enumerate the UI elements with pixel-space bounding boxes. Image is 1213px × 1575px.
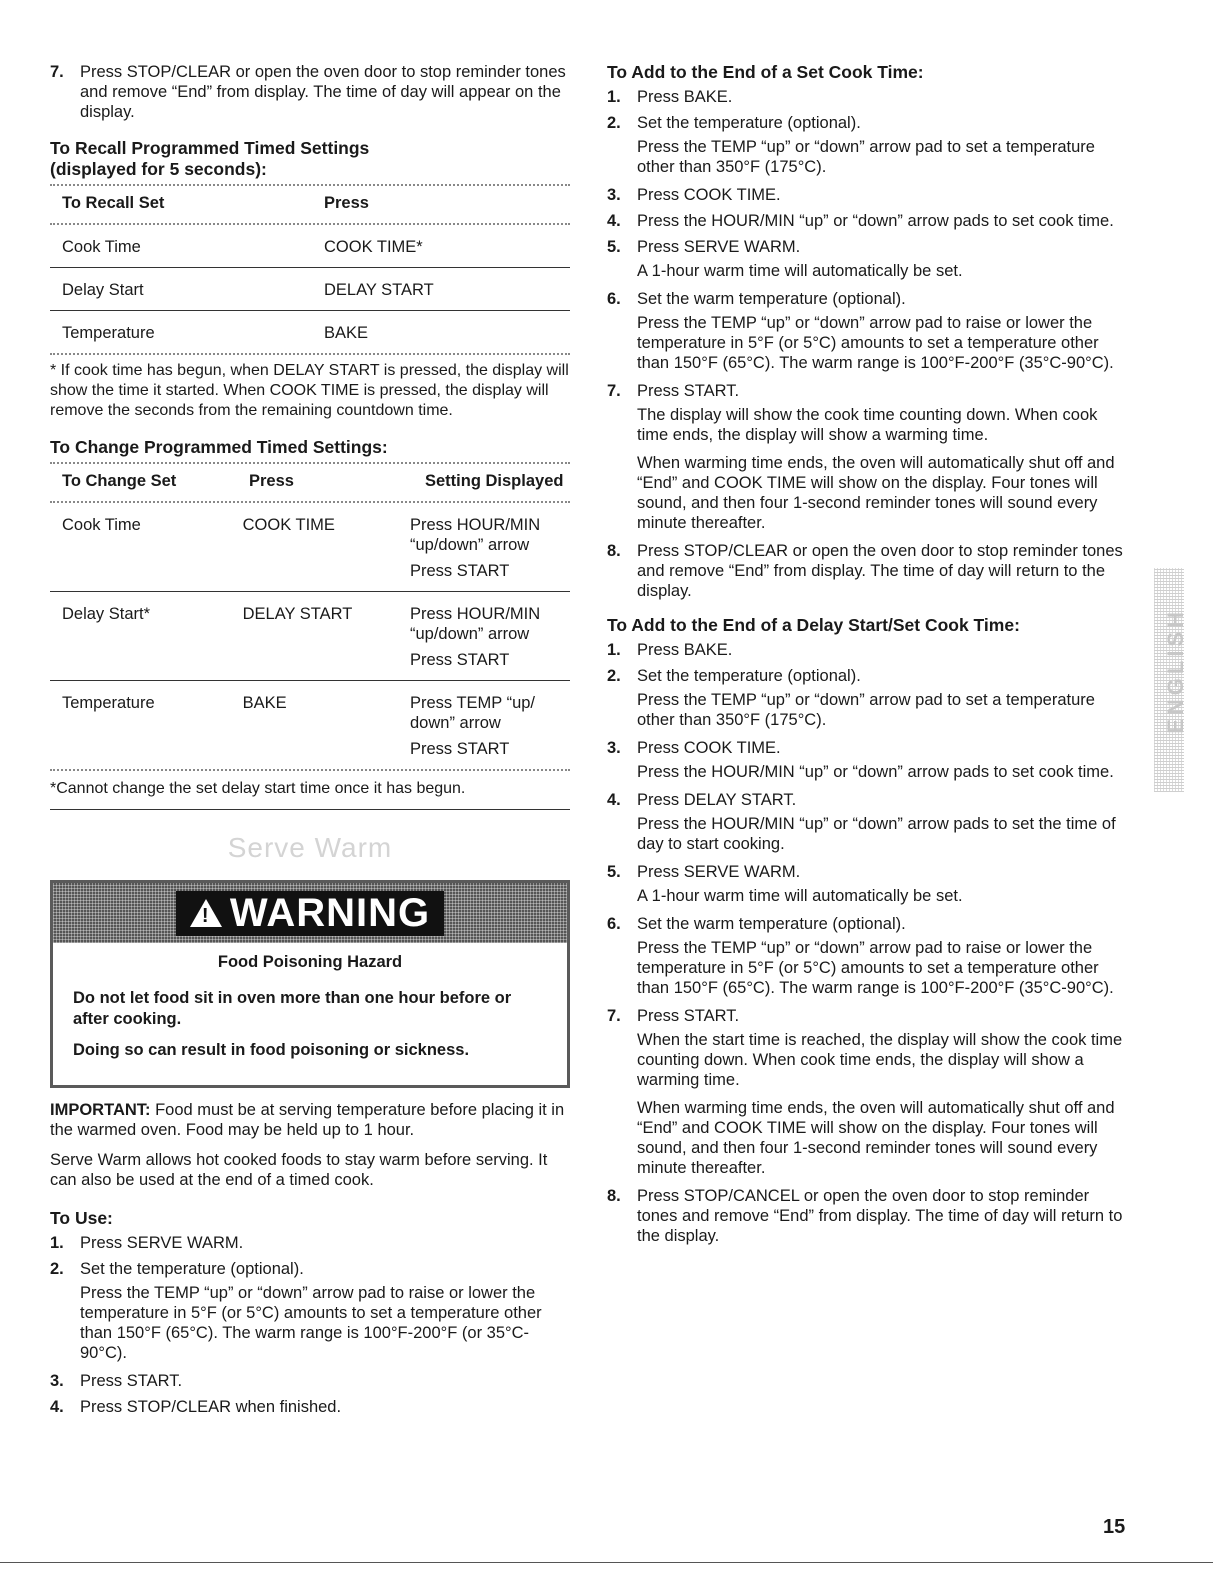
warning-body (53, 943, 567, 1085)
table-header-row (50, 186, 570, 223)
side-tab-label: ENGLISH (1163, 608, 1188, 734)
step-number: 1. (50, 1234, 64, 1252)
setting-line: Press START (410, 562, 510, 580)
step-detail: Press the TEMP “up” or “down” arrow pad to raise or lower the temperature in 5°F (or 5°C) amounts to set a temperature other than 150°F (65°C). The warm range is 100°F-200°F (35°C-90°C). (637, 314, 1114, 372)
step-text: Press the HOUR/MIN “up” or “down” arrow pads to set cook time. (637, 212, 1114, 230)
add-end-heading: To Add to the End of a Set Cook Time: (607, 62, 924, 82)
table-cell: Delay Start (50, 268, 312, 311)
bottom-rule (0, 1562, 1213, 1563)
step-detail: The display will show the cook time counting down. When cook time ends, the display will show a warming time. (637, 406, 1098, 444)
warning-text: Do not let food sit in oven more than one hour before or after cooking. (73, 989, 512, 1028)
step-number: 3. (607, 186, 621, 204)
step-text: Press START. (637, 1007, 740, 1025)
step-text: Press SERVE WARM. (80, 1234, 244, 1252)
step-text: Press STOP/CANCEL or open the oven door to stop reminder tones and remove “End” from display. The time of day will return to the display. (637, 1187, 1123, 1245)
important-text: Food must be at serving temperature before placing it in the warmed oven. Food may be held up to 1 hour. (50, 1101, 565, 1139)
step-number: 3. (50, 1372, 64, 1390)
step-number: 3. (607, 739, 621, 757)
hazard-title: Food Poisoning Hazard (217, 953, 403, 971)
step-detail: Press the HOUR/MIN “up” or “down” arrow pads to set the time of day to start cooking. (637, 815, 1116, 853)
step-number: 8. (607, 1187, 621, 1205)
step-5 (607, 237, 1129, 257)
table-row (50, 681, 570, 770)
table-row (50, 311, 570, 354)
table-cell (398, 592, 570, 681)
step-number: 4. (50, 1398, 64, 1416)
recall-heading-line1: To Recall Programmed Timed Settings (50, 138, 370, 158)
change-footnote: *Cannot change the set delay start time once it has begun. (50, 780, 466, 797)
step-text: Set the temperature (optional). (637, 114, 861, 132)
step-detail: When the start time is reached, the display will show the cook time counting down. When cook time ends, the display will show a warming time. (637, 1031, 1123, 1089)
recall-table-body (50, 225, 570, 353)
step-number: 1. (607, 641, 621, 659)
step-4 (607, 211, 1129, 231)
step-2 (607, 113, 1129, 133)
serve-warm-description: Serve Warm allows hot cooked foods to stay warm before serving. It can also be used at the end of a timed cook. (50, 1151, 548, 1189)
warning-word: WARNING (229, 890, 431, 935)
add-end-delay-heading: To Add to the End of a Delay Start/Set Cook Time: (607, 615, 1020, 635)
step-7 (607, 381, 1129, 401)
table-cell: Temperature (50, 681, 231, 770)
step-text: Press START. (637, 382, 740, 400)
important-label: IMPORTANT: (50, 1101, 151, 1119)
setting-line: Press HOUR/MIN “up/down” arrow (410, 605, 541, 643)
divider (50, 769, 570, 771)
column-header: Press (249, 472, 294, 490)
step-text: Set the warm temperature (optional). (637, 290, 906, 308)
setting-line: Press TEMP “up/ down” arrow (410, 694, 536, 732)
step-text: Press BAKE. (637, 88, 733, 106)
table-cell: Temperature (50, 311, 312, 354)
step-text: Press SERVE WARM. (637, 238, 801, 256)
table-cell: Cook Time (62, 238, 141, 256)
table-cell: BAKE (231, 681, 398, 770)
table-cell: Cook Time (62, 516, 141, 534)
left-column (50, 62, 570, 1423)
warning-box (50, 880, 570, 1088)
step-number: 7. (607, 382, 621, 400)
step-number: 2. (50, 1260, 64, 1278)
step-3 (607, 185, 1129, 205)
right-column (607, 62, 1129, 1252)
step-1 (607, 640, 1129, 660)
warning-banner (53, 883, 567, 943)
warning-triangle-icon: ! (190, 899, 222, 927)
language-side-tab (1154, 568, 1188, 792)
step-number: 1. (607, 88, 621, 106)
step-number: 4. (607, 791, 621, 809)
step-8 (607, 541, 1129, 601)
table-cell: Delay Start* (50, 592, 231, 681)
divider (50, 353, 570, 355)
step-text: Press BAKE. (637, 641, 733, 659)
to-use-heading: To Use: (50, 1208, 113, 1228)
step-1 (607, 87, 1129, 107)
setting-line: Press START (410, 651, 510, 669)
step-text: Press COOK TIME. (637, 186, 781, 204)
table-cell: DELAY START (312, 268, 570, 311)
step-5 (607, 862, 1129, 882)
important-note (50, 1100, 570, 1140)
step-number: 8. (607, 542, 621, 560)
step-number: 5. (607, 863, 621, 881)
step-4 (607, 790, 1129, 810)
step-number: 6. (607, 915, 621, 933)
table-row (50, 225, 570, 268)
step-number: 4. (607, 212, 621, 230)
section-rule (50, 809, 570, 810)
step-text: Press STOP/CLEAR when finished. (80, 1398, 342, 1416)
step-text: Set the temperature (optional). (80, 1260, 304, 1278)
table-cell (398, 681, 570, 770)
step-detail: A 1-hour warm time will automatically be set. (637, 887, 963, 905)
step-text: Press STOP/CLEAR or open the oven door to stop reminder tones and remove “End” from display. The time of day will return to the display. (637, 542, 1123, 600)
step-text: Press SERVE WARM. (637, 863, 801, 881)
recall-heading-line2: (displayed for 5 seconds): (50, 159, 267, 179)
table-row (50, 268, 570, 311)
step-detail: Press the TEMP “up” or “down” arrow pad to raise or lower the temperature in 5°F (or 5°C) amounts to set a temperature other than 150°F (65°C). The warm range is 100°F-200°F (or 35°C-90°C). (80, 1284, 542, 1362)
step-number: 7. (50, 63, 64, 81)
step-number: 5. (607, 238, 621, 256)
warning-label (176, 891, 444, 936)
step-detail: Press the HOUR/MIN “up” or “down” arrow pads to set cook time. (637, 763, 1114, 781)
table-row (50, 503, 570, 592)
step-text: Set the temperature (optional). (637, 667, 861, 685)
recall-heading (50, 138, 570, 180)
table-cell: DELAY START (231, 592, 398, 681)
recall-table (50, 186, 570, 223)
step-2 (607, 666, 1129, 686)
step-2 (50, 1259, 570, 1279)
step-text: Press DELAY START. (637, 791, 797, 809)
step-detail: A 1-hour warm time will automatically be set. (637, 262, 963, 280)
step-8 (607, 1186, 1129, 1246)
step-detail: When warming time ends, the oven will automatically shut off and “End” and COOK TIME will show on the display. Four tones will sound, and then four 1-second reminder tones will sound every minute thereafter. (637, 1099, 1115, 1177)
step-detail: Press the TEMP “up” or “down” arrow pad to raise or lower the temperature in 5°F (or 5°C) amounts to set a temperature other than 150°F (65°C). The warm range is 100°F-200°F (35°C-90°C). (637, 939, 1114, 997)
step-4 (50, 1397, 570, 1417)
column-header: Press (324, 194, 369, 212)
step-3 (607, 738, 1129, 758)
step-7 (607, 1006, 1129, 1026)
step-number: 2. (607, 667, 621, 685)
step-number: 2. (607, 114, 621, 132)
step-detail: Press the TEMP “up” or “down” arrow pad to set a temperature other than 350°F (175°C). (637, 138, 1095, 176)
column-header: To Recall Set (62, 194, 165, 212)
step-text: Press COOK TIME. (637, 739, 781, 757)
step-6 (607, 914, 1129, 934)
table-header-row (50, 464, 570, 501)
setting-line: Press START (410, 740, 510, 758)
table-cell (398, 503, 570, 592)
change-table (50, 464, 570, 501)
step-text: Set the warm temperature (optional). (637, 915, 906, 933)
setting-line: Press HOUR/MIN “up/down” arrow (410, 516, 541, 554)
warning-text: Doing so can result in food poisoning or sickness. (73, 1041, 470, 1059)
change-heading: To Change Programmed Timed Settings: (50, 437, 388, 457)
step-number: 6. (607, 290, 621, 308)
step-detail: Press the TEMP “up” or “down” arrow pad to set a temperature other than 350°F (175°C). (637, 691, 1095, 729)
step-6 (607, 289, 1129, 309)
table-cell: COOK TIME (242, 516, 335, 534)
column-header: To Change Set (62, 472, 177, 490)
page-number: 15 (1103, 1516, 1126, 1538)
step-3 (50, 1371, 570, 1391)
step-text: Press START. (80, 1372, 183, 1390)
serve-warm-title: Serve Warm (227, 832, 393, 863)
step-detail: When warming time ends, the oven will automatically shut off and “End” and COOK TIME will show on the display. Four tones will sound, and then four 1-second reminder tones will sound every minute thereafter. (637, 454, 1115, 532)
table-row (50, 592, 570, 681)
step-1 (50, 1233, 570, 1253)
recall-footnote: * If cook time has begun, when DELAY START is pressed, the display will show the time it started. When COOK TIME is pressed, the display will remove the seconds from the remaining countdown time. (50, 362, 569, 419)
change-table-body (50, 503, 570, 769)
step-7 (50, 62, 570, 122)
step-number: 7. (607, 1007, 621, 1025)
table-cell: BAKE (312, 311, 570, 354)
step-text: Press STOP/CLEAR or open the oven door to stop reminder tones and remove “End” from display. The time of day will appear on the display. (80, 63, 566, 121)
column-header: Setting Displayed (425, 472, 564, 490)
table-cell: COOK TIME* (324, 238, 423, 256)
